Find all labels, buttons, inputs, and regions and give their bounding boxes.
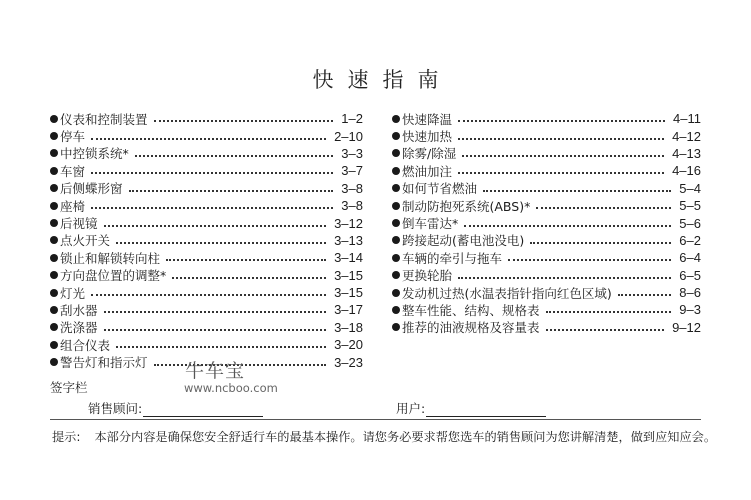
toc-item-label: 快速加热 bbox=[402, 129, 453, 145]
toc-item-page: 5–6 bbox=[679, 215, 701, 231]
toc-item-label: 倒车雷达* bbox=[402, 216, 459, 232]
toc-item[interactable] bbox=[50, 284, 363, 301]
bullet-icon bbox=[50, 254, 58, 262]
bullet-icon bbox=[50, 271, 58, 279]
toc-item-page: 3–12 bbox=[334, 215, 363, 231]
toc-right-column bbox=[392, 110, 701, 336]
bullet-icon bbox=[50, 202, 58, 210]
toc-left-column bbox=[50, 110, 363, 371]
dot-leader bbox=[462, 154, 664, 157]
toc-item[interactable] bbox=[392, 319, 701, 336]
dot-leader bbox=[104, 310, 327, 313]
toc-item[interactable] bbox=[50, 197, 363, 214]
toc-item-page: 9–3 bbox=[679, 302, 701, 318]
toc-item-label: 整车性能、结构、规格表 bbox=[402, 303, 540, 318]
toc-item[interactable] bbox=[50, 162, 363, 179]
toc-item-page: 5–5 bbox=[679, 198, 701, 214]
bullet-icon bbox=[50, 184, 58, 192]
toc-item-label: 快速降温 bbox=[402, 111, 453, 127]
bullet-icon bbox=[50, 306, 58, 314]
watermark-url: www.ncboo.com bbox=[184, 381, 278, 395]
toc-item[interactable] bbox=[50, 214, 363, 231]
bullet-icon bbox=[392, 132, 400, 140]
toc-item-label: 中控锁系统* bbox=[60, 146, 129, 162]
toc-item-label: 跨接起动(蓄电池没电) bbox=[402, 233, 525, 249]
dot-leader bbox=[464, 224, 671, 227]
toc-item-label: 停车 bbox=[60, 129, 86, 145]
toc-item[interactable] bbox=[392, 145, 701, 162]
toc-item[interactable] bbox=[392, 180, 701, 197]
toc-item-label: 发动机过热(水温表指针指向红色区域) bbox=[402, 285, 612, 301]
toc-item-page: 3–14 bbox=[334, 250, 363, 266]
dot-leader bbox=[458, 137, 664, 140]
dot-leader bbox=[166, 258, 326, 261]
toc-item-page: 3–8 bbox=[341, 180, 363, 196]
toc-item-page: 6–2 bbox=[679, 232, 701, 248]
tip-note bbox=[52, 428, 716, 445]
toc-item-label: 更换轮胎 bbox=[402, 268, 453, 284]
dot-leader bbox=[104, 224, 327, 227]
bullet-icon bbox=[392, 254, 400, 262]
dot-leader bbox=[458, 276, 671, 279]
bullet-icon bbox=[50, 149, 58, 157]
bullet-icon bbox=[50, 219, 58, 227]
bullet-icon bbox=[50, 132, 58, 140]
toc-item-label: 锁止和解锁转向柱 bbox=[60, 250, 161, 266]
bullet-icon bbox=[50, 358, 58, 366]
toc-item[interactable] bbox=[50, 180, 363, 197]
toc-item-page: 3–18 bbox=[334, 319, 363, 335]
toc-item-page: 3–15 bbox=[334, 285, 363, 301]
user-signature-field[interactable] bbox=[396, 399, 546, 417]
tip-label: 提示: bbox=[52, 430, 81, 444]
bullet-icon bbox=[392, 271, 400, 279]
dot-leader bbox=[618, 293, 672, 296]
bullet-icon bbox=[50, 341, 58, 349]
bullet-icon bbox=[392, 323, 400, 331]
dot-leader bbox=[546, 328, 665, 331]
bullet-icon bbox=[50, 167, 58, 175]
toc-item[interactable] bbox=[50, 336, 363, 353]
watermark-name: 牛车宝 bbox=[185, 360, 246, 382]
dot-leader bbox=[483, 189, 671, 192]
toc-item-label: 车辆的牵引与拖车 bbox=[402, 250, 503, 266]
toc-item-label: 后视镜 bbox=[60, 216, 98, 232]
toc-item-page: 3–3 bbox=[341, 145, 363, 161]
toc-item-label: 车窗 bbox=[60, 163, 86, 179]
toc-item[interactable] bbox=[392, 214, 701, 231]
toc-item-page: 3–8 bbox=[341, 198, 363, 214]
dot-leader bbox=[116, 241, 326, 244]
bullet-icon bbox=[392, 306, 400, 314]
toc-item[interactable] bbox=[50, 267, 363, 284]
bullet-icon bbox=[392, 236, 400, 244]
toc-item[interactable] bbox=[50, 301, 363, 318]
toc-item-label: 警告灯和指示灯 bbox=[60, 355, 148, 371]
toc-item-page: 6–4 bbox=[679, 250, 701, 266]
toc-item[interactable] bbox=[392, 162, 701, 179]
toc-item-label: 推荐的油液规格及容量表 bbox=[402, 320, 540, 336]
bullet-icon bbox=[392, 289, 400, 297]
toc-item-page: 3–13 bbox=[334, 232, 363, 248]
bullet-icon bbox=[50, 323, 58, 331]
dot-leader bbox=[116, 345, 326, 348]
toc-item-page: 5–4 bbox=[679, 180, 701, 196]
bullet-icon bbox=[392, 167, 400, 175]
dot-leader bbox=[508, 258, 671, 261]
page-title: 快速指南 bbox=[312, 68, 453, 92]
user-signature-line[interactable] bbox=[426, 402, 546, 417]
dot-leader bbox=[546, 310, 672, 313]
toc-item-label: 制动防抱死系统(ABS)* bbox=[402, 198, 531, 214]
toc-item[interactable] bbox=[392, 232, 701, 249]
toc-item[interactable] bbox=[392, 127, 701, 144]
toc-item-label: 如何节省燃油 bbox=[402, 181, 478, 197]
toc-item-label: 方向盘位置的调整* bbox=[60, 268, 167, 284]
sales-advisor-signature-line[interactable] bbox=[143, 402, 263, 417]
bullet-icon bbox=[392, 184, 400, 192]
tip-text: 本部分内容是确保您安全舒适行车的最基本操作。请您务必要求帮您选车的销售顾问为您讲解清楚，做到应知应会。 bbox=[94, 430, 717, 444]
dot-leader bbox=[91, 293, 326, 296]
dot-leader bbox=[104, 328, 327, 331]
dot-leader bbox=[135, 154, 334, 157]
sales-advisor-label: 销售顾问: bbox=[88, 401, 143, 416]
toc-item-page: 3–7 bbox=[341, 163, 363, 179]
bullet-icon bbox=[50, 236, 58, 244]
toc-item-label: 刮水器 bbox=[60, 303, 98, 318]
dot-leader bbox=[91, 137, 326, 140]
bullet-icon bbox=[392, 202, 400, 210]
dot-leader bbox=[530, 241, 671, 244]
bullet-icon bbox=[392, 115, 400, 123]
dot-leader bbox=[172, 276, 326, 279]
toc-item[interactable] bbox=[392, 267, 701, 284]
toc-item-page: 4–11 bbox=[673, 111, 701, 127]
toc-item[interactable] bbox=[50, 127, 363, 144]
toc-item-page: 4–13 bbox=[672, 145, 701, 161]
toc-item[interactable] bbox=[50, 110, 363, 127]
bullet-icon bbox=[50, 115, 58, 123]
toc-item-page: 8–6 bbox=[679, 285, 701, 301]
divider bbox=[50, 419, 701, 420]
dot-leader bbox=[91, 206, 333, 209]
toc-item[interactable] bbox=[392, 284, 701, 301]
toc-item-page: 4–16 bbox=[672, 163, 701, 179]
sales-advisor-signature-field[interactable] bbox=[88, 399, 263, 417]
toc-item-label: 后侧蝶形窗 bbox=[60, 181, 123, 197]
toc-item-page: 4–12 bbox=[672, 128, 701, 144]
dot-leader bbox=[129, 189, 334, 192]
toc-item[interactable] bbox=[392, 249, 701, 266]
dot-leader bbox=[536, 206, 671, 209]
toc-item-label: 灯光 bbox=[60, 285, 86, 301]
toc-item-page: 2–10 bbox=[334, 128, 363, 144]
dot-leader bbox=[458, 119, 665, 122]
toc-item-label: 组合仪表 bbox=[60, 337, 111, 353]
bullet-icon bbox=[392, 219, 400, 227]
user-label: 用户: bbox=[396, 401, 426, 416]
dot-leader bbox=[154, 119, 334, 122]
toc-item-page: 1–2 bbox=[341, 111, 363, 127]
toc-item-page: 3–20 bbox=[334, 337, 363, 353]
dot-leader bbox=[458, 171, 664, 174]
toc-item-page: 3–15 bbox=[334, 267, 363, 283]
toc-item[interactable] bbox=[50, 319, 363, 336]
toc-item-page: 9–12 bbox=[672, 319, 701, 335]
toc-item[interactable] bbox=[50, 249, 363, 266]
toc-item[interactable] bbox=[392, 110, 701, 127]
toc-item-label: 除雾/除湿 bbox=[402, 146, 457, 162]
toc-item-label: 仪表和控制装置 bbox=[60, 111, 148, 127]
toc-item[interactable] bbox=[50, 145, 363, 162]
bullet-icon bbox=[392, 149, 400, 157]
toc-item-page: 3–17 bbox=[334, 302, 363, 318]
toc-item[interactable] bbox=[392, 301, 701, 318]
toc-item-label: 点火开关 bbox=[60, 233, 111, 249]
dot-leader bbox=[91, 171, 333, 174]
bullet-icon bbox=[50, 289, 58, 297]
toc-item-page: 3–23 bbox=[334, 354, 363, 370]
toc-item[interactable] bbox=[392, 197, 701, 214]
toc-item-label: 座椅 bbox=[60, 198, 86, 214]
toc-item-label: 燃油加注 bbox=[402, 163, 453, 179]
toc-item[interactable] bbox=[50, 232, 363, 249]
toc-item-page: 6–5 bbox=[679, 267, 701, 283]
toc-item-label: 洗涤器 bbox=[60, 320, 98, 336]
signature-section-title: 签字栏 bbox=[50, 380, 88, 395]
